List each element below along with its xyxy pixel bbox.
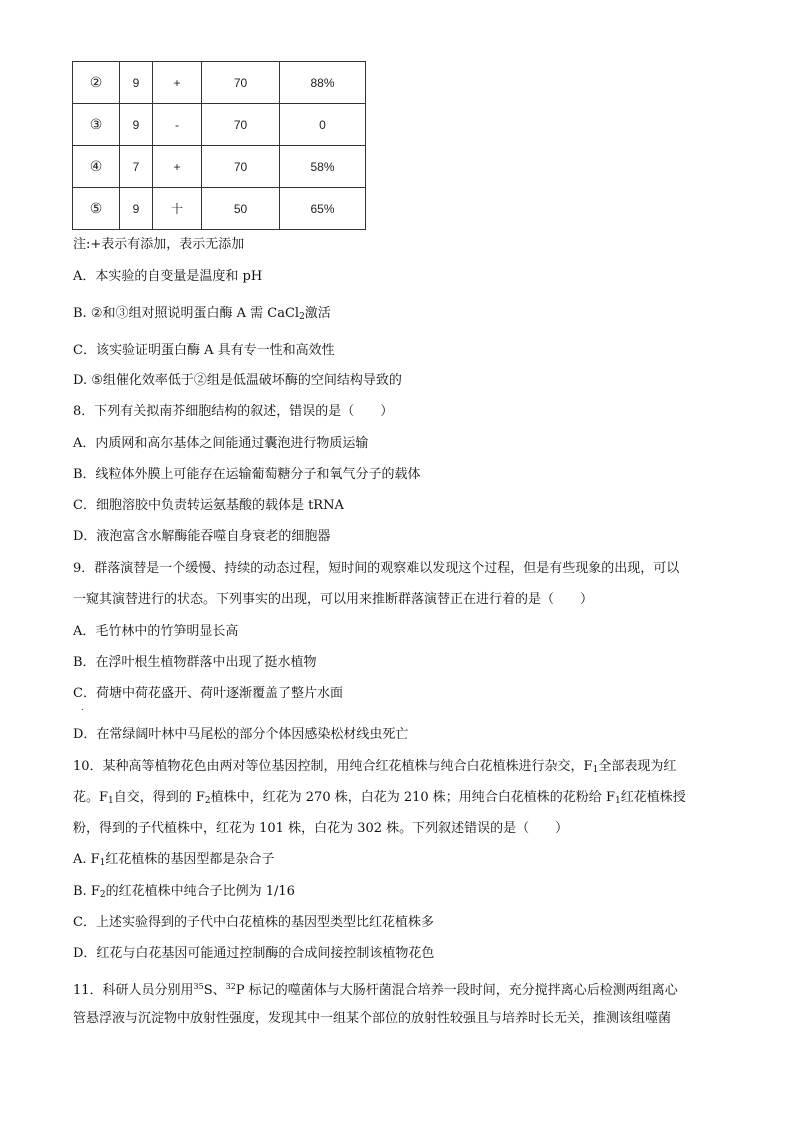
group-cell: ②: [73, 62, 120, 104]
q10-option-c: C．上述实验得到的子代中白花植株的基因型类型比红花植株多: [73, 915, 434, 930]
q11-stem-line2: 管悬浮液与沉淀物中放射性强度，发现其中一组某个部位的放射性较强且与培养时长无关，推测该组噬菌: [73, 1011, 672, 1026]
ph-cell: 9: [120, 188, 153, 230]
q10-stem-line1: 10．某种高等植物花色由两对等位基因控制，用纯合红花植株与纯合白花植株进行杂交，$F_1$全部表现为红: [73, 759, 677, 775]
q8-option-d: D．液泡富含水解酶能吞噬自身衰老的细胞器: [73, 529, 331, 544]
q9-option-c: C．荷塘中荷花盛开、荷叶逐渐覆盖了整片水面: [73, 686, 343, 701]
table-row: [73, 62, 366, 104]
q9-option-d: D．在常绿阔叶林中马尾松的部分个体因感染松材线虫死亡: [73, 727, 409, 742]
q9-option-a: A．毛竹林中的竹笋明显长高: [73, 624, 239, 639]
ph-cell: 9: [120, 104, 153, 146]
group-cell: ③: [73, 104, 120, 146]
q10-stem-line3: 粉，得到的子代植株中，红花为 101 株，白花为 302 株。下列叙述错误的是（ ）: [73, 821, 569, 836]
enzyme-experiment-table: [72, 61, 366, 230]
group-cell: ④: [73, 146, 120, 188]
q10-option-d: D．红花与白花基因可能通过控制酶的合成间接控制该植物花色: [73, 946, 435, 961]
cacl2-cell: 十: [153, 188, 202, 230]
temperature-cell: 50: [202, 188, 280, 230]
q9-stem-line1: 9．群落演替是一个缓慢、持续的动态过程，短时间的观察难以发现这个过程，但是有些现象的出现，可以: [73, 561, 680, 576]
cacl2-cell: +: [153, 62, 202, 104]
stray-dot: .: [81, 703, 84, 712]
temperature-cell: 70: [202, 62, 280, 104]
q9-option-b: B．在浮叶根生植物群落中出现了挺水植物: [73, 655, 317, 670]
table-row: [73, 188, 366, 230]
ph-cell: 7: [120, 146, 153, 188]
q10-option-a: A. $F_1$红花植株的基因型都是杂合子: [73, 852, 275, 868]
q7-option-c: C．该实验证明蛋白酶 A 具有专一性和高效性: [73, 343, 335, 358]
q8-stem: 8．下列有关拟南芥细胞结构的叙述，错误的是（ ）: [73, 404, 394, 419]
q9-stem-line2: 一窥其演替进行的状态。下列事实的出现，可以用来推断群落演替正在进行着的是（ ）: [73, 592, 594, 607]
q7-option-a: A．本实验的自变量是温度和 pH: [73, 269, 263, 284]
q8-option-a: A．内质网和高尔基体之间能通过囊泡进行物质运输: [73, 436, 369, 451]
ph-cell: 9: [120, 62, 153, 104]
q8-option-c: C．细胞溶胶中负责转运氨基酸的载体是 tRNA: [73, 498, 344, 513]
efficiency-cell: 58%: [280, 146, 366, 188]
table-row: [73, 104, 366, 146]
group-cell: ⑤: [73, 188, 120, 230]
q7-option-d: D. ⑤组催化效率低于②组是低温破坏酶的空间结构导致的: [73, 373, 402, 388]
table-row: [73, 146, 366, 188]
q11-stem-line1: 11．科研人员分别用$^{35}$S、$^{32}$P 标记的噬菌体与大肠杆菌混合培养一段时间，充分搅拌离心后检测两组离心: [73, 982, 678, 998]
table-body: [73, 62, 366, 230]
q10-stem-line2: 花。$F_1$自交，得到的 $F_2$植株中，红花为 270 株，白花为 210 株；用纯合白花植株的花粉给 $F_1$红花植株授: [73, 790, 686, 806]
table-note: 注:+表示有添加，表示无添加: [73, 237, 245, 252]
q8-option-b: B．线粒体外膜上可能存在运输葡萄糖分子和氧气分子的载体: [73, 467, 421, 482]
efficiency-cell: 88%: [280, 62, 366, 104]
cacl2-cell: +: [153, 146, 202, 188]
q10-option-b: B. $F_2$的红花植株中纯合子比例为 1/16: [73, 884, 295, 900]
q7-option-b: B. ②和③组对照说明蛋白酶 A 需 CaCl$_2$激活: [73, 306, 331, 322]
cacl2-cell: -: [153, 104, 202, 146]
temperature-cell: 70: [202, 104, 280, 146]
temperature-cell: 70: [202, 146, 280, 188]
efficiency-cell: 65%: [280, 188, 366, 230]
efficiency-cell: 0: [280, 104, 366, 146]
